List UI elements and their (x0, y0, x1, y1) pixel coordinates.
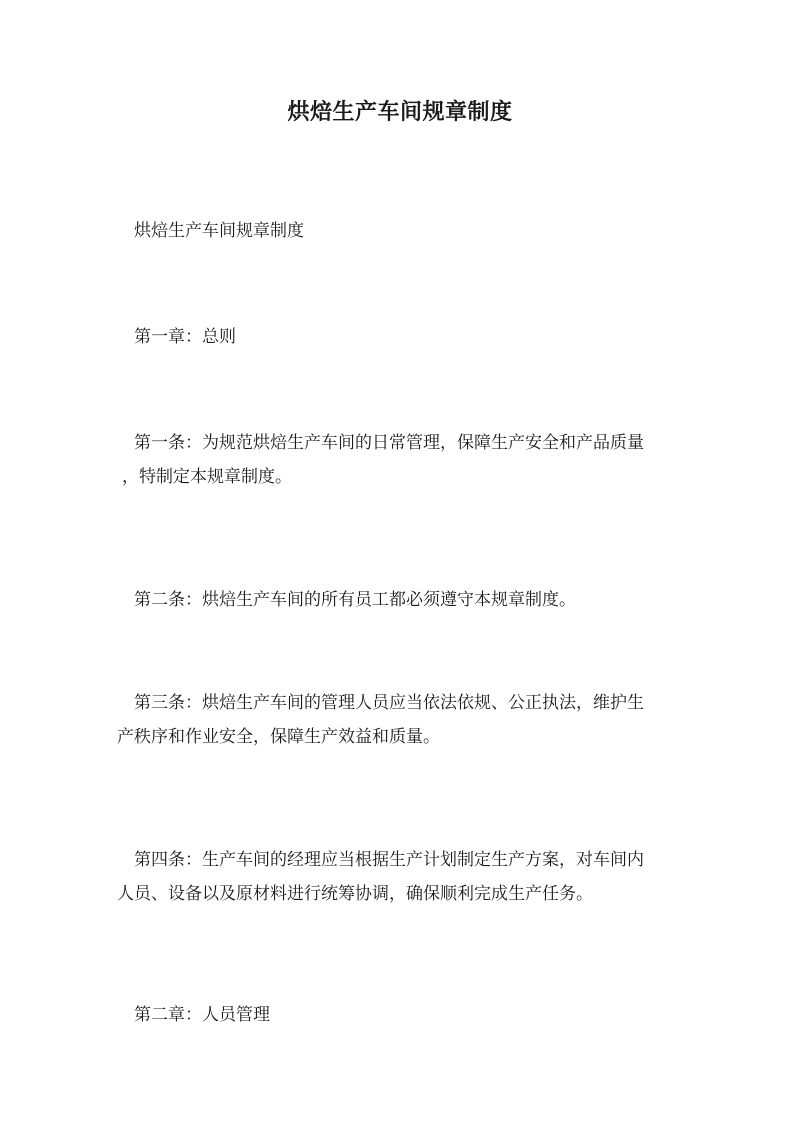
paragraph-line: 第二章：人员管理 (134, 1005, 270, 1025)
paragraph-line: 第二条：烘焙生产车间的所有员工都必须遵守本规章制度。 (134, 590, 576, 610)
document-title: 烘焙生产车间规章制度 (287, 99, 513, 125)
chapter-heading (134, 320, 702, 354)
paragraph-line: ，特制定本规章制度。 (122, 467, 292, 487)
article-paragraph (117, 843, 702, 911)
paragraph-line: 第四条：生产车间的经理应当根据生产计划制定生产方案，对车间内 (134, 850, 644, 870)
article-paragraph (134, 583, 702, 617)
paragraph-line: 第一章：总则 (134, 327, 236, 347)
paragraph-line: 第一条：为规范烘焙生产车间的日常管理，保障生产安全和产品质量 (134, 433, 644, 453)
chapter-heading (134, 998, 702, 1032)
subtitle-paragraph (134, 214, 702, 248)
paragraph-line: 人员、设备以及原材料进行统筹协调，确保顺利完成生产任务。 (117, 884, 593, 904)
paragraph-line: 产秩序和作业安全，保障生产效益和质量。 (117, 727, 440, 747)
article-paragraph (117, 686, 702, 754)
article-paragraph (122, 426, 702, 494)
paragraph-line: 第三条：烘焙生产车间的管理人员应当依法依规、公正执法，维护生 (134, 693, 644, 713)
paragraph-line: 烘焙生产车间规章制度 (134, 221, 304, 241)
